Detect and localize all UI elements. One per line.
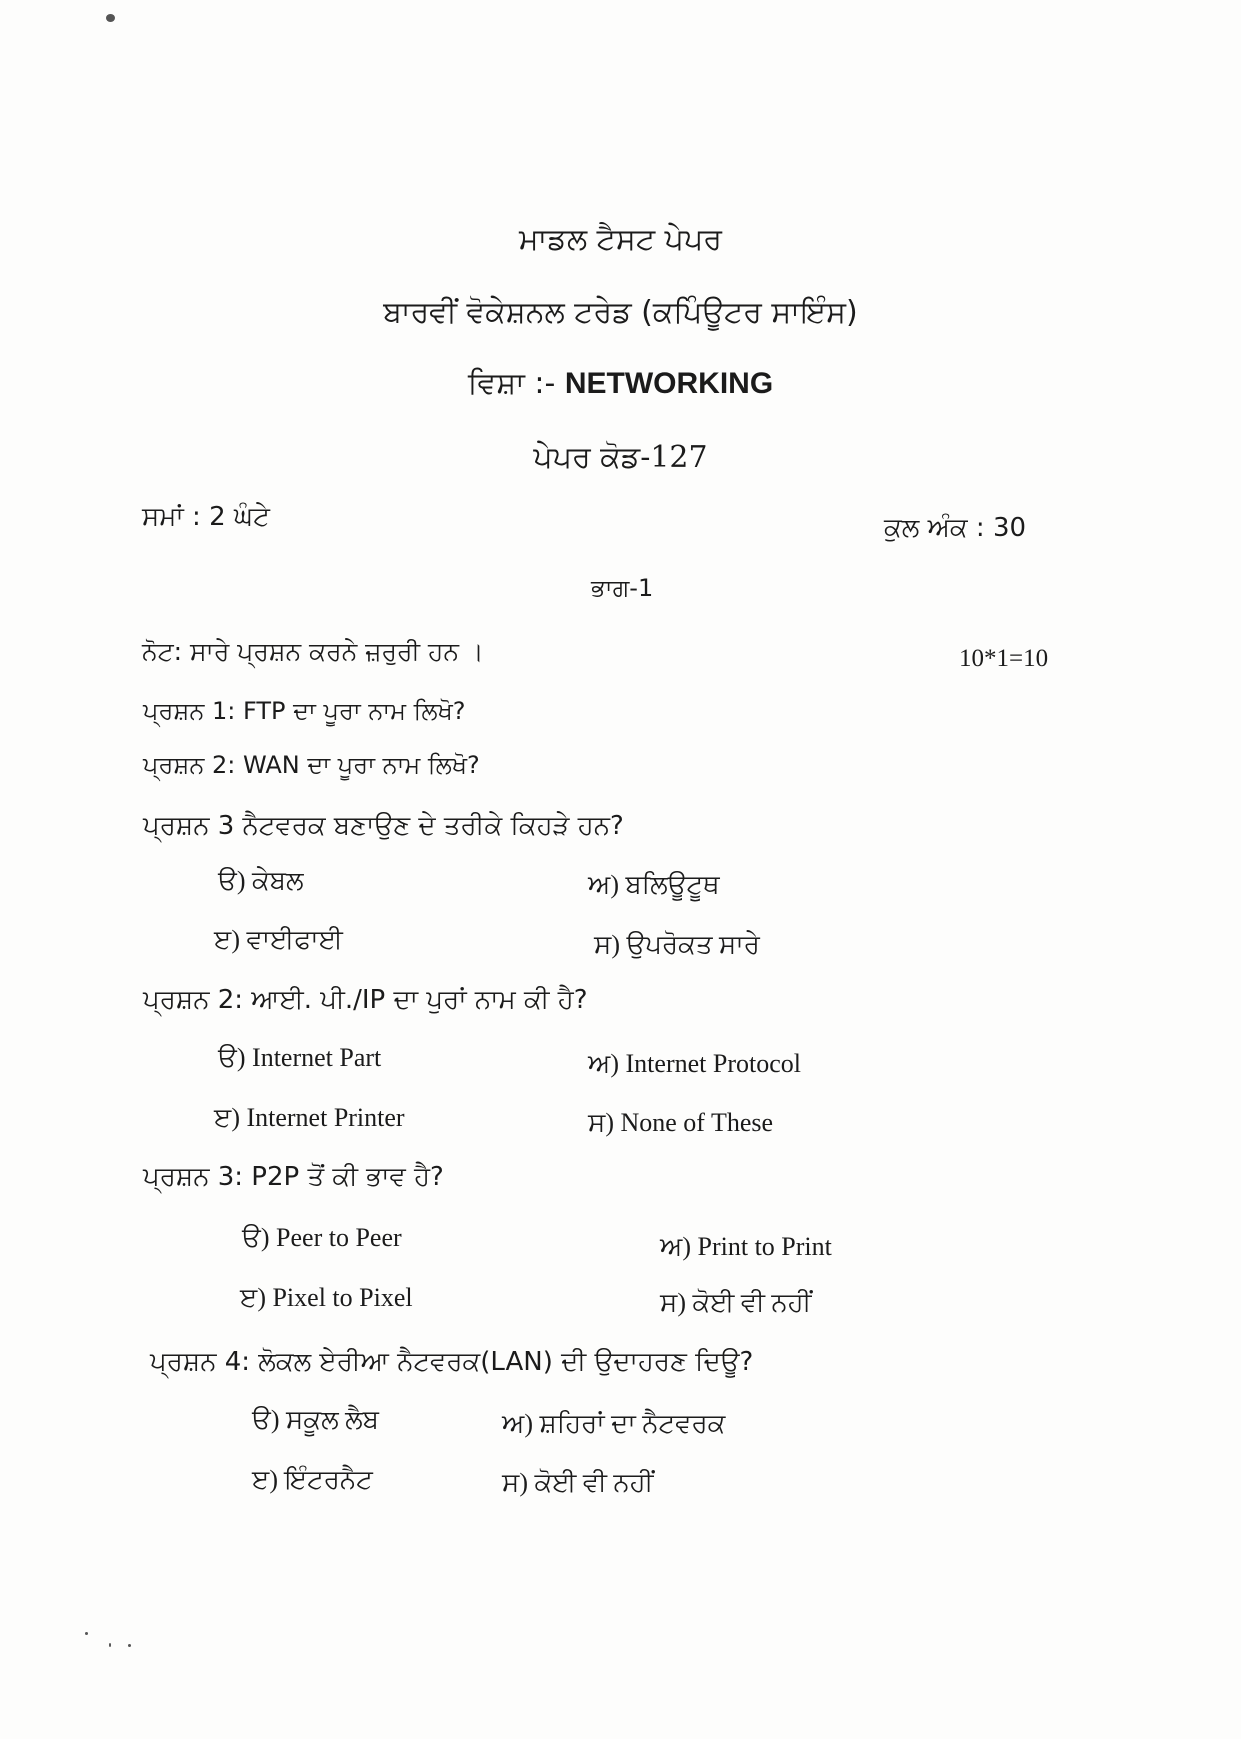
q6-option-d: ਸ) ਕੋਈ ਵੀ ਨਹੀਂ [502, 1468, 654, 1497]
q5-option-b: ਅ) Print to Print [660, 1232, 832, 1261]
paper-code-label: ਪੇਪਰ ਕੋਡ [533, 440, 641, 475]
q5-option-a: ੳ) Peer to Peer [242, 1223, 402, 1252]
question-3: ਪ੍ਰਸ਼ਨ 3 ਨੈਟਵਰਕ ਬਣਾਉਣ ਦੇ ਤਰੀਕੇ ਕਿਹੜੇ ਹਨ? [143, 811, 624, 841]
q4-option-a: ੳ) Internet Part [218, 1043, 382, 1072]
q3-option-d: ਸ) ਉਪਰੋਕਤ ਸਾਰੇ [594, 930, 760, 959]
scan-speck [106, 14, 115, 22]
section-note: ਨੋਟ: ਸਾਰੇ ਪ੍ਰਸ਼ਨ ਕਰਨੇ ਜ਼ਰੁਰੀ ਹਨ । [142, 637, 484, 666]
paper-code-value: -127 [640, 440, 708, 475]
q3-option-b: ਅ) ਬਲਿਊਟੂਥ [588, 870, 720, 899]
question-6: ਪ੍ਰਸ਼ਨ 4: ਲੋਕਲ ਏਰੀਆ ਨੈਟਵਰਕ(LAN) ਦੀ ਉਦਾਹਰਣ ਦਿਊ? [150, 1347, 754, 1377]
q4-option-c: ੲ) Internet Printer [214, 1103, 405, 1132]
question-2: ਪ੍ਰਸ਼ਨ 2: WAN ਦਾ ਪੂਰਾ ਨਾਮ ਲਿਖੋ? [143, 751, 480, 779]
class-trade: ਬਾਰਵੀਂ ਵੋਕੇਸ਼ਨਲ ਟਰੇਡ (ਕਪਿੰਊਟਰ ਸਾਇੰਸ) [383, 295, 858, 330]
total-marks: ਕੁਲ ਅੰਕ : 30 [884, 513, 1027, 543]
marks-formula: 10*1=10 [959, 645, 1049, 672]
time-allowed: ਸਮਾਂ : 2 ਘੰਟੇ [142, 502, 270, 532]
q4-option-d: ਸ) None of These [588, 1108, 774, 1137]
scan-speck [85, 1632, 88, 1635]
q6-option-c: ੲ) ਇੰਟਰਨੈਟ [252, 1465, 373, 1494]
subject-value: NETWORKING [564, 367, 774, 400]
q5-option-d: ਸ) ਕੋਈ ਵੀ ਨਹੀਂ [660, 1288, 812, 1317]
q5-option-c: ੲ) Pixel to Pixel [240, 1283, 413, 1312]
subject-line [0, 366, 1241, 401]
scan-speck [109, 1643, 111, 1647]
q6-option-a: ੳ) ਸਕੂਲ ਲੈਬ [252, 1405, 379, 1434]
q4-option-b: ਅ) Internet Protocol [588, 1049, 801, 1078]
paper-title: ਮਾਡਲ ਟੈਸਟ ਪੇਪਰ [519, 222, 722, 257]
q3-option-c: ੲ) ਵਾਈਫਾਈ [214, 925, 343, 954]
subject-label: ਵਿਸ਼ਾ :- [467, 366, 556, 401]
q6-option-b: ਅ) ਸ਼ਹਿਰਾਂ ਦਾ ਨੈਟਵਰਕ [502, 1409, 726, 1438]
question-1: ਪ੍ਰਸ਼ਨ 1: FTP ਦਾ ਪੂਰਾ ਨਾਮ ਲਿਖੋ? [143, 697, 466, 725]
paper-code [0, 440, 1241, 475]
section-title: ਭਾਗ-1 [591, 574, 654, 602]
scan-speck [128, 1644, 131, 1647]
question-4: ਪ੍ਰਸ਼ਨ 2: ਆਈ. ਪੀ./IP ਦਾ ਪੁਰਾਂ ਨਾਮ ਕੀ ਹੈ? [143, 985, 588, 1015]
q3-option-a: ੳ) ਕੇਬਲ [218, 866, 304, 895]
question-5: ਪ੍ਰਸ਼ਨ 3: P2P ਤੋਂ ਕੀ ਭਾਵ ਹੈ? [143, 1162, 444, 1192]
